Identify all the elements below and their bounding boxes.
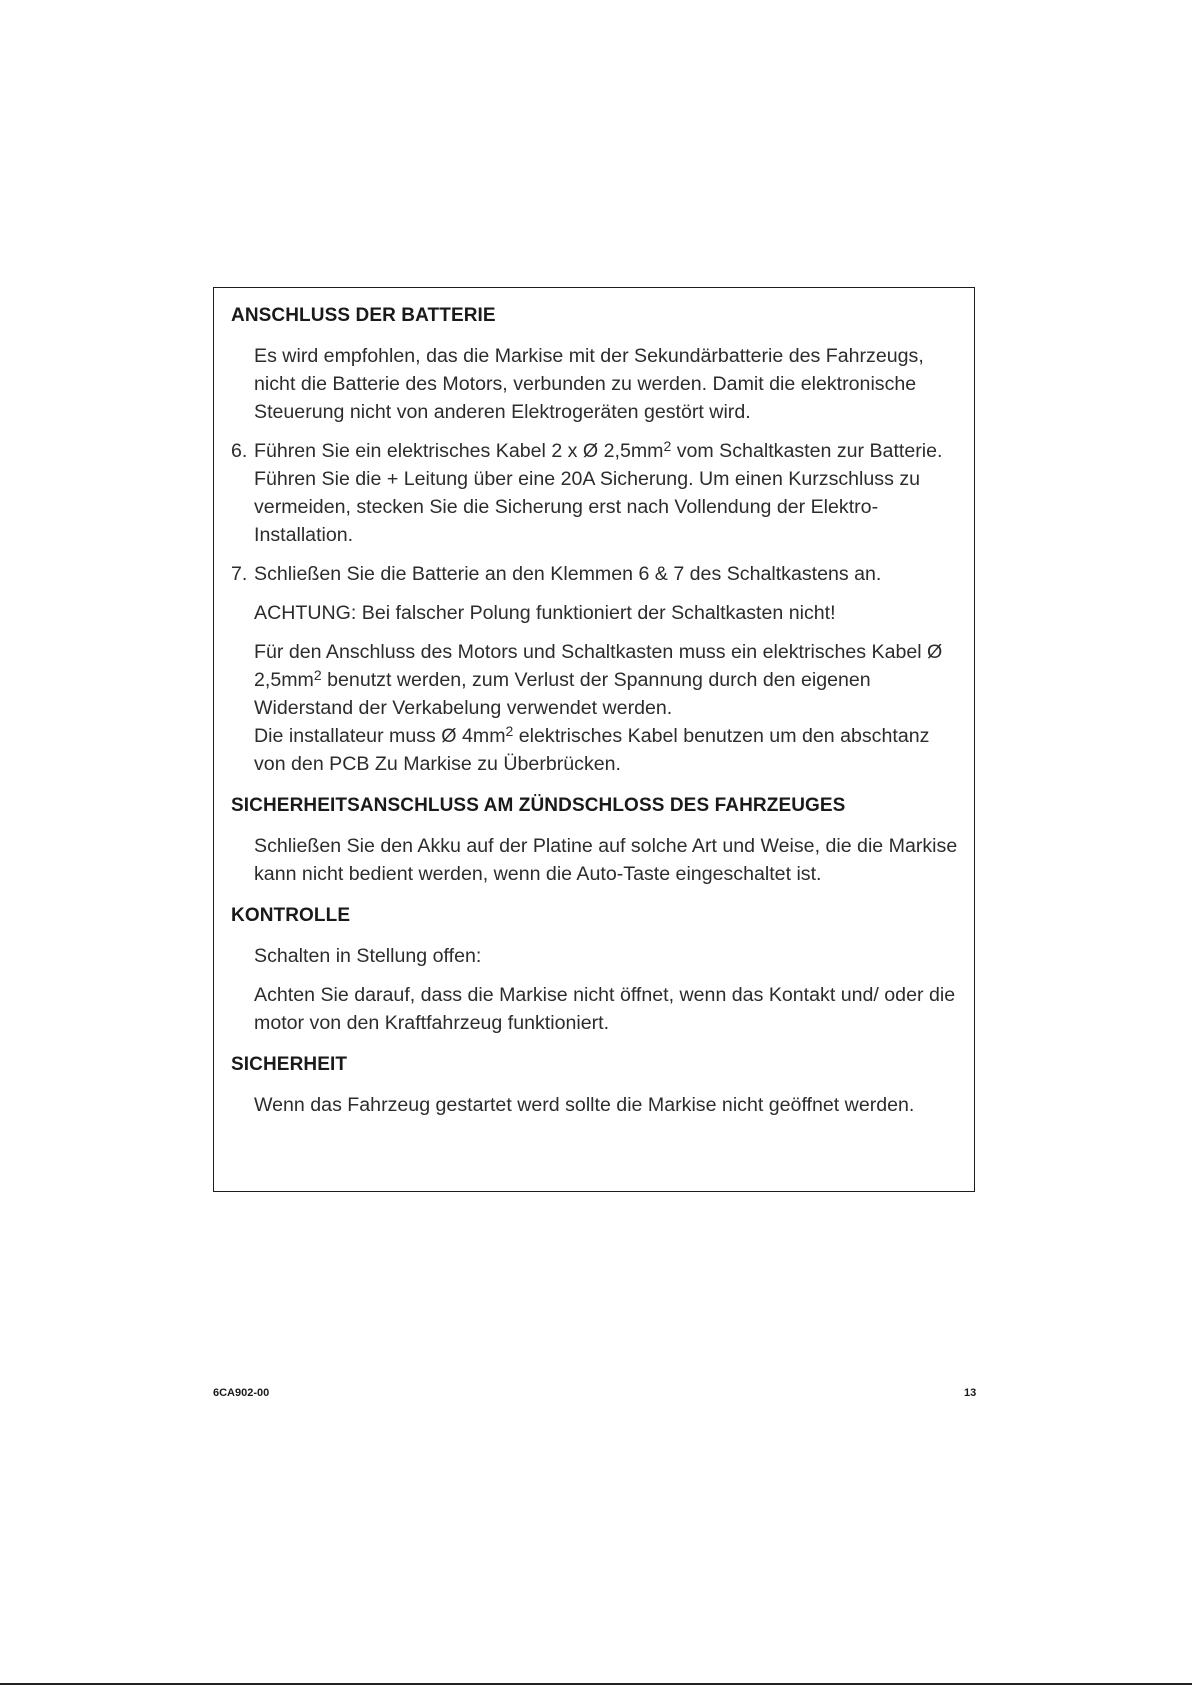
- step-6-number: 6.: [231, 440, 248, 462]
- safety-paragraph: Wenn das Fahrzeug gestartet werd sollte die Markise nicht geöffnet werden.: [254, 1094, 915, 1116]
- heading-battery-connection: ANSCHLUSS DER BATTERIE: [231, 305, 496, 326]
- step-6-text-a: Führen Sie ein elektrisches Kabel 2 x Ø 2,5mm: [254, 440, 664, 462]
- cable-text-c: Die installateur muss Ø 4mm: [254, 725, 506, 747]
- step-6-superscript: 2: [663, 438, 672, 454]
- battery-intro-paragraph: Es wird empfohlen, das die Markise mit der Sekundärbatterie des Fahrzeugs, nicht die Batterie des Motors, verbunden zu werden. Damit die elektronische Steuerung nicht von anderen Elektrogeräten gestört wird.: [254, 345, 924, 423]
- cable-superscript-1: 2: [313, 667, 322, 683]
- step-7-text: Schließen Sie die Batterie an den Klemmen 6 & 7 des Schaltkastens an.: [254, 563, 882, 585]
- heading-safety: SICHERHEIT: [231, 1054, 348, 1075]
- document-code: 6CA902-00: [213, 1387, 270, 1399]
- cable-text-a: Für den Anschluss des Motors und Schaltkasten muss ein elektrisches Kabel Ø 2,5mm: [254, 641, 943, 691]
- step-6-text-b: vom Schaltkasten zur Batterie. Führen Sie die + Leitung über eine 20A Sicherung. Um einen Kurzschluss zu vermeiden, stecken Sie die Sicherung erst nach Vollendung der Elektro-Installation.: [254, 440, 943, 546]
- cable-text-b: benutzt werden, zum Verlust der Spannung durch den eigenen Widerstand der Verkabelung verwendet werden.: [254, 669, 871, 719]
- instruction-panel: [213, 287, 975, 1192]
- polarity-warning: ACHTUNG: Bei falscher Polung funktioniert der Schaltkasten nicht!: [254, 602, 836, 624]
- heading-ignition-safety: SICHERHEITSANSCHLUSS AM ZÜNDSCHLOSS DES FAHRZEUGES: [231, 795, 846, 816]
- control-paragraph-1: Schalten in Stellung offen:: [254, 945, 482, 967]
- cable-text-d: elektrisches Kabel benutzen um den abschtanz von den PCB Zu Markise zu Überbrücken.: [254, 725, 930, 775]
- control-paragraph-2: Achten Sie darauf, dass die Markise nicht öffnet, wenn das Kontakt und/ oder die motor von den Kraftfahrzeug funktioniert.: [254, 984, 956, 1034]
- page-number: 13: [964, 1387, 977, 1399]
- ignition-safety-paragraph: Schließen Sie den Akku auf der Platine auf solche Art und Weise, die die Markise kann nicht bedient werden, wenn die Auto-Taste eingeschaltet ist.: [254, 835, 958, 885]
- heading-control: KONTROLLE: [231, 905, 351, 926]
- step-6-paragraph: [231, 437, 960, 549]
- step-7-paragraph: [231, 560, 960, 588]
- cable-superscript-2: 2: [505, 723, 514, 739]
- cable-requirements-paragraph: [231, 638, 960, 778]
- step-7-number: 7.: [231, 563, 248, 585]
- panel-content: [231, 304, 960, 1130]
